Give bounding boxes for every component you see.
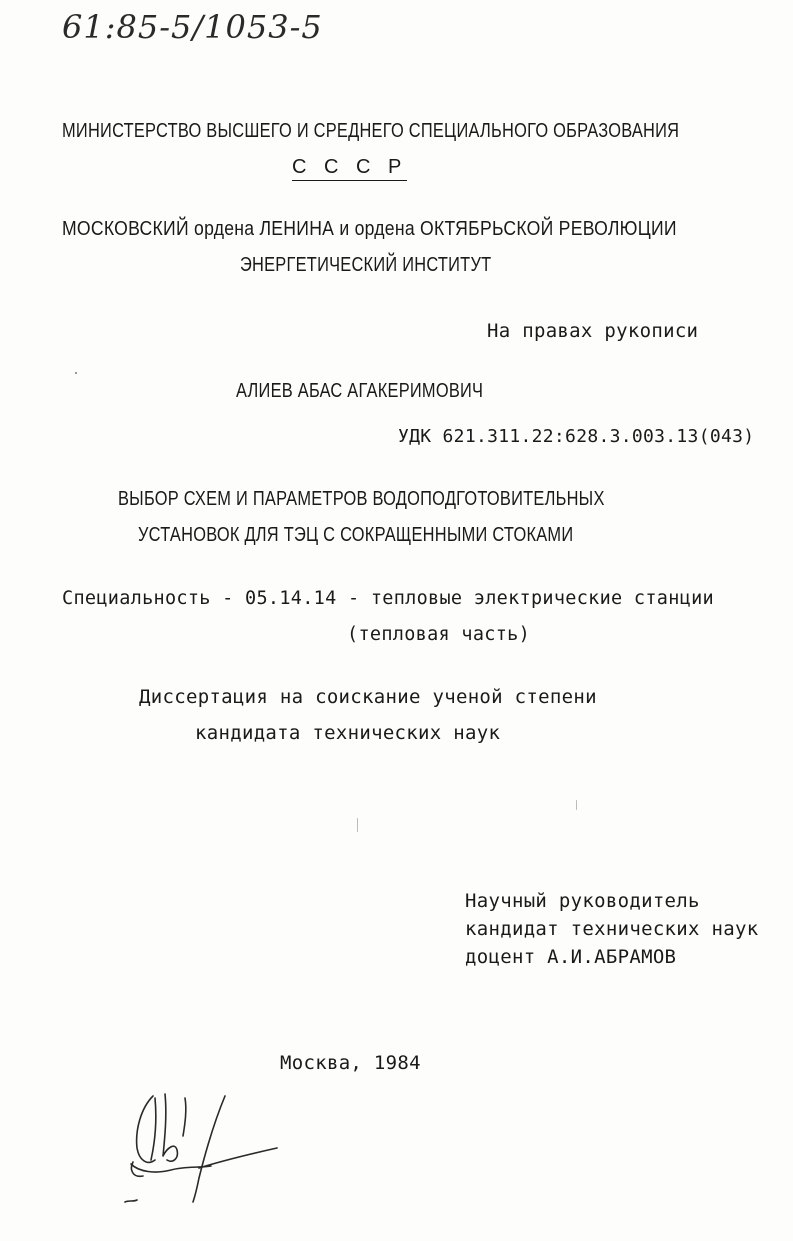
author-name: АЛИЕВ АБАС АГАКЕРИМОВИЧ — [236, 380, 484, 402]
title-line-2: УСТАНОВОК ДЛЯ ТЭЦ С СОКРАЩЕННЫМИ СТОКАМИ — [138, 524, 574, 546]
advisor-line-1: Научный руководитель — [465, 890, 700, 912]
scan-speck — [75, 372, 77, 374]
institute-line-2: ЭНЕРГЕТИЧЕСКИЙ ИНСТИТУТ — [240, 254, 492, 276]
udc-code: УДК 621.311.22:628.3.003.13(043) — [398, 426, 755, 447]
institute-line-1: МОСКОВСКИЙ ордена ЛЕНИНА и ордена ОКТЯБРЬСКОЙ РЕВОЛЮЦИИ — [62, 218, 677, 240]
advisor-line-2: кандидат технических наук — [465, 918, 759, 940]
scan-mark — [357, 818, 358, 832]
specialty-line-1: Специальность - 05.14.14 - тепловые электрические станции — [62, 588, 714, 609]
title-line-1: ВЫБОР СХЕМ И ПАРАМЕТРОВ ВОДОПОДГОТОВИТЕЛЬНЫХ — [118, 488, 605, 510]
ministry-heading: МИНИСТЕРСТВО ВЫСШЕГО И СРЕДНЕГО СПЕЦИАЛЬНОГО ОБРАЗОВАНИЯ — [62, 120, 680, 142]
city-year: Москва, 1984 — [280, 1052, 421, 1074]
degree-line-1: Диссертация на соискание ученой степени — [139, 686, 597, 708]
specialty-line-2: (тепловая часть) — [347, 624, 531, 645]
scan-mark — [576, 800, 577, 810]
archive-code: 61:85-5/1053-5 — [62, 8, 323, 46]
degree-line-2: кандидата технических наук — [195, 722, 501, 744]
manuscript-note: На правах рукописи — [487, 320, 699, 342]
signature-icon — [115, 1090, 290, 1210]
country-heading: С С С Р — [292, 156, 407, 181]
advisor-line-3: доцент А.И.АБРАМОВ — [465, 946, 677, 968]
